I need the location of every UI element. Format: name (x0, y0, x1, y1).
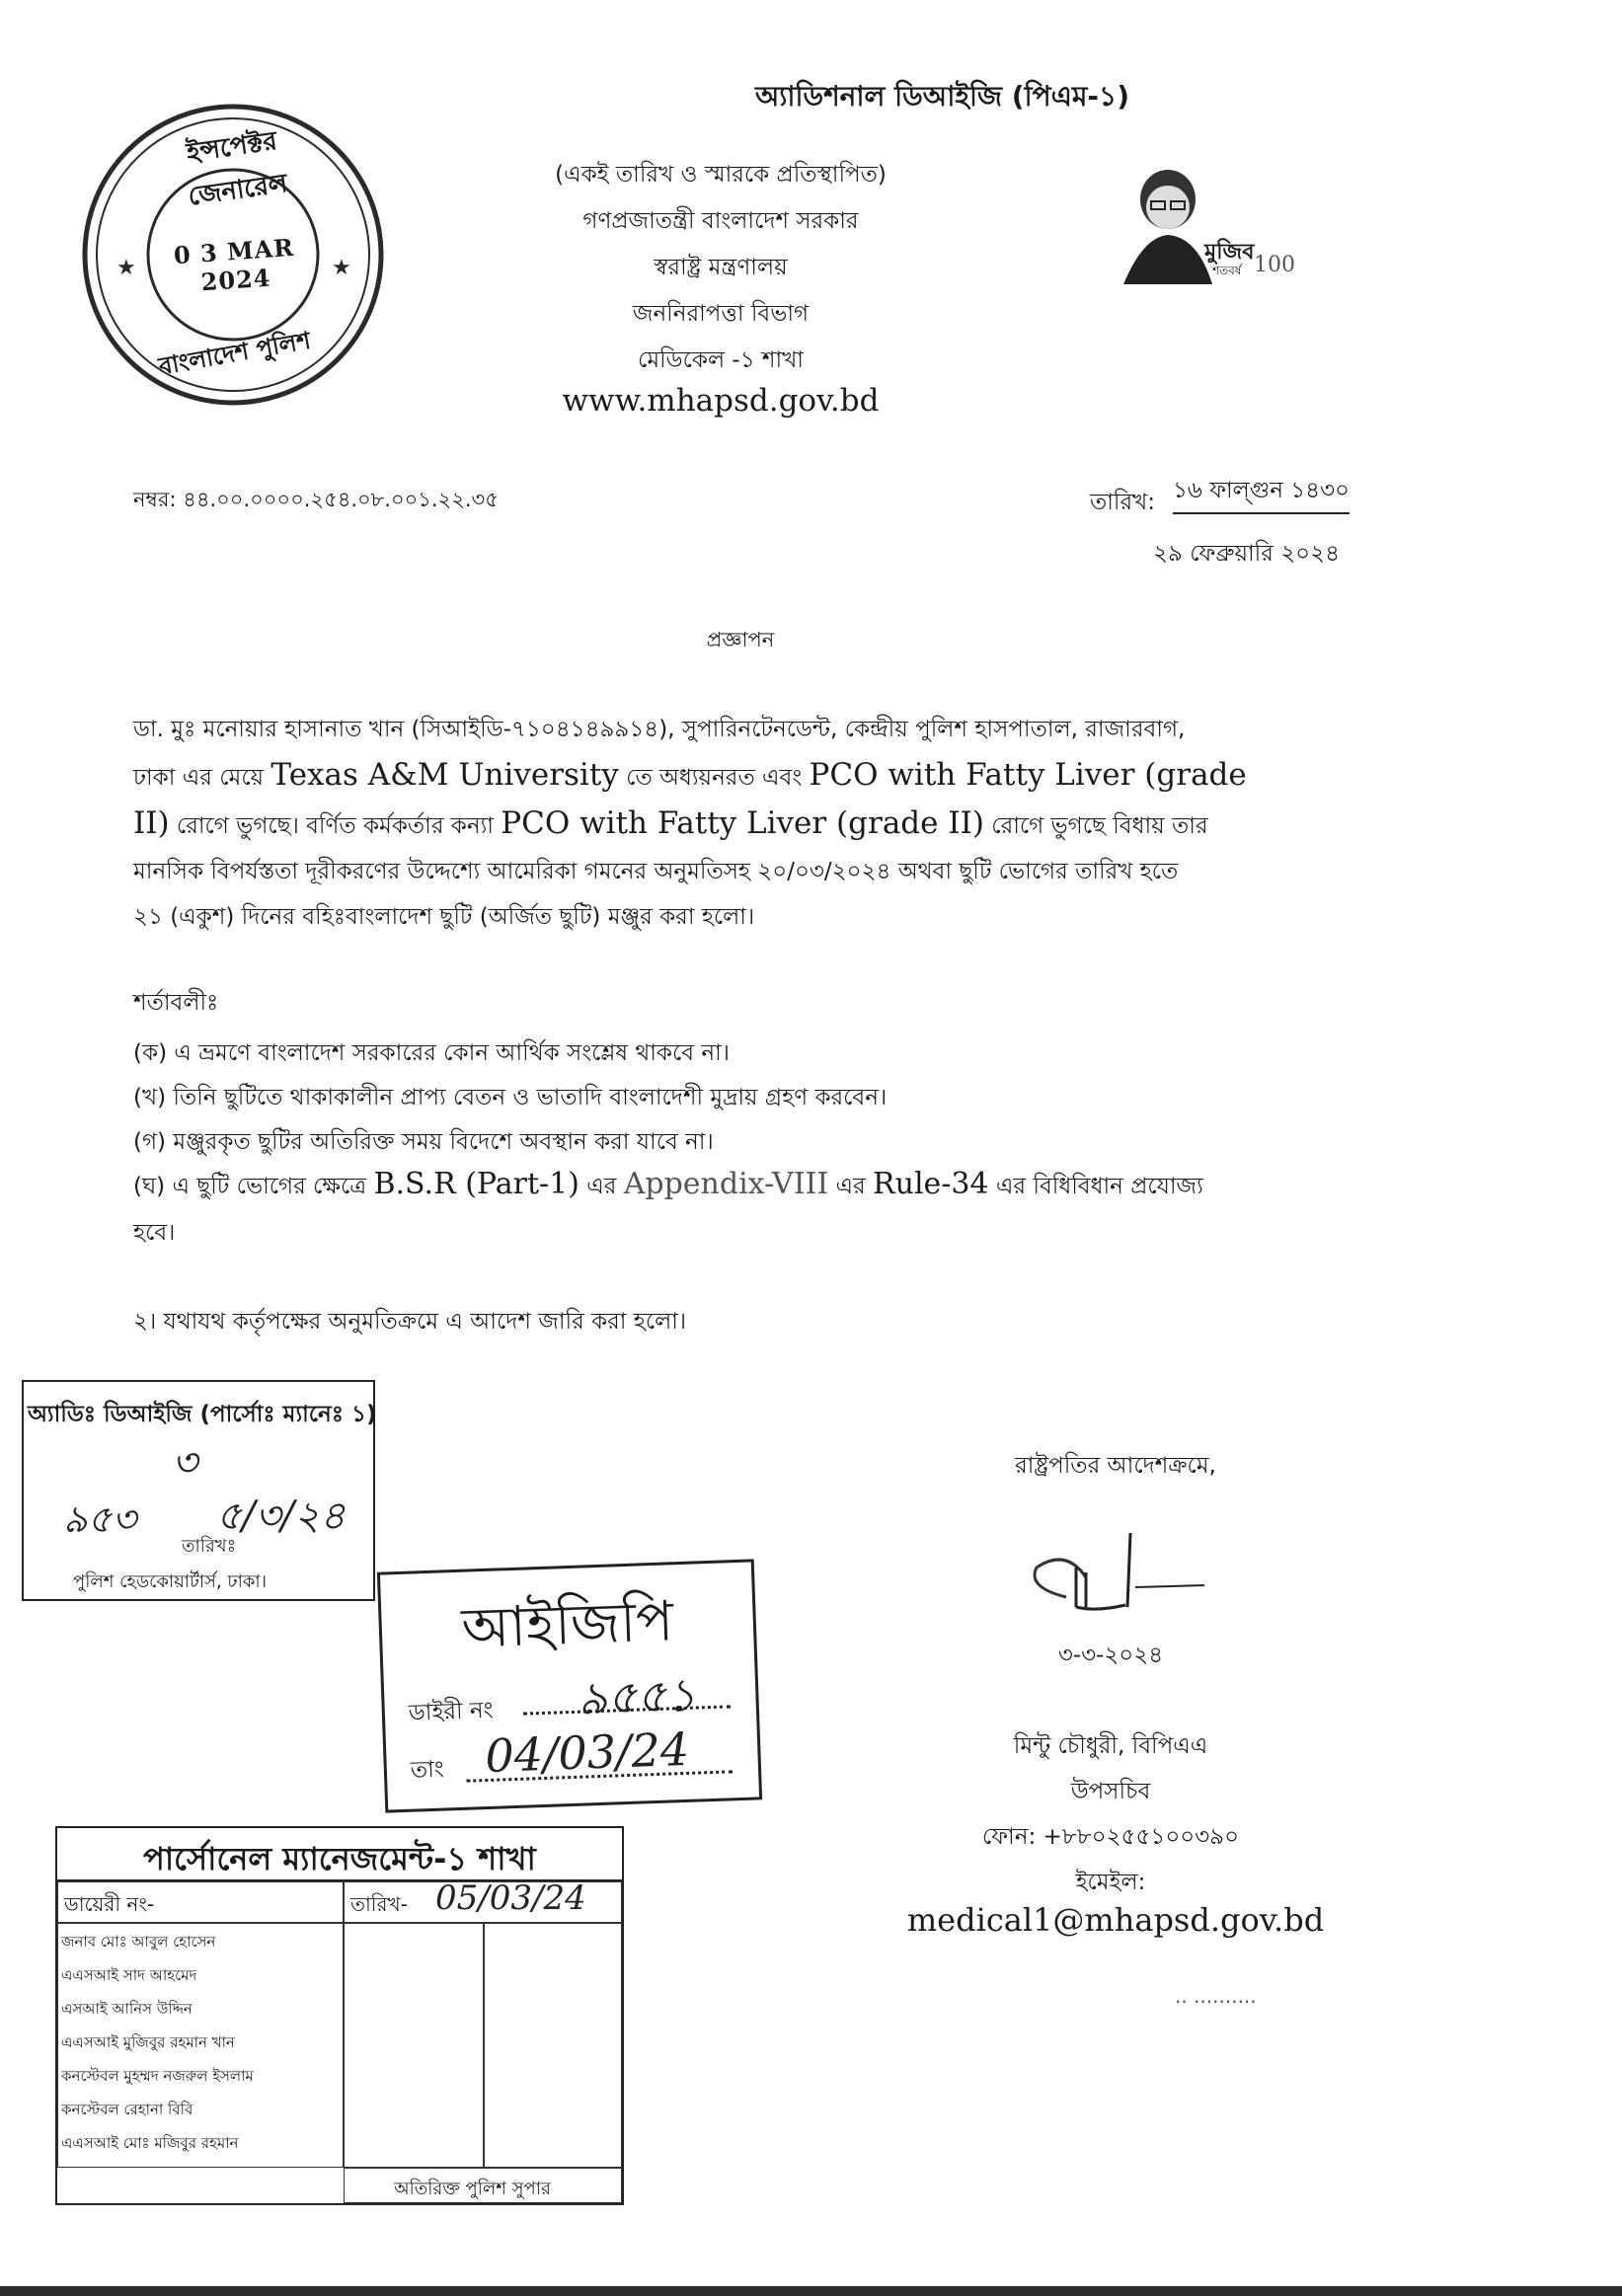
body-text: তে অধ্যয়নরত এবং (618, 765, 810, 791)
svg-text:★: ★ (116, 256, 136, 280)
personnel-mgmt-stamp (55, 1826, 624, 2205)
officer-row: এএসআই মোঃ মজিবুর রহমান (61, 2134, 239, 2152)
diary-cell (57, 1881, 344, 1923)
addl-dig-stamp (22, 1380, 375, 1601)
conditions-heading: শর্তাবলীঃ (133, 990, 219, 1016)
body-line (133, 801, 1348, 849)
stamp-date-handwritten: ৫/৩/২৪ (216, 1493, 346, 1539)
body-line: ডা. মুঃ মনোয়ার হাসানাত খান (সিআইডি-৭১০৪১৪৯৯১৪), সুপারিনটেনডেন্ট, কেন্দ্রীয় পুলিশ হাসপাতাল, রাজারবাগ, (133, 717, 1186, 742)
date-cell (344, 1878, 622, 1923)
pm-date-handwritten: 05/03/24 (435, 1878, 586, 1918)
officer-row: কনস্টেবল রেহানা বিবি (61, 2101, 193, 2118)
stamp-footer: অতিরিক্ত পুলিশ সুপার (394, 2179, 551, 2199)
date-bangla: ১৬ ফাল্গুন ১৪৩০ (1173, 472, 1350, 514)
stamp-title: পার্সোনেল ম্যানেজমেন্ট-১ শাখা (143, 1840, 536, 1877)
logo-sub: শতবর্ষ (1212, 264, 1242, 277)
stamp-mark: ৩ (172, 1440, 198, 1486)
stamp-title: অ্যাডিঃ ডিআইজি (পার্সোঃ ম্যানেঃ ১) (28, 1402, 377, 1427)
signatory-phone: ফোন: +৮৮০২৫৫১০০৩৯০ (981, 1824, 1240, 1850)
mujib-100-logo (1114, 158, 1295, 286)
signature-date: ৩-৩-২০২৪ (1057, 1643, 1164, 1668)
email-label: ইমেইল: (1075, 1870, 1146, 1895)
footer-fragment: .. .......... (1175, 1984, 1257, 2008)
officer-row: এসআই আনিস উদ্দিন (61, 2000, 193, 2018)
body-text: ঢাকা এর মেয়ে (133, 765, 271, 791)
officer-row: এএসআই সাদ আহমেদ (61, 1966, 197, 1984)
seal-date: 0 3 MAR 2024 (173, 232, 295, 297)
date-gregorian: ২৯ ফেব্রুয়ারি ২০২৪ (1153, 541, 1340, 567)
condition-text: এর (579, 1174, 624, 1199)
date-label: তারিখ- (350, 1892, 408, 1916)
officer-row: জনাব মোঃ আবুল হোসেন (61, 1933, 216, 1951)
officer-row: এএসআই মুজিবুর রহমান খান (61, 2033, 235, 2051)
diary-number: ৯৫৫১ (577, 1667, 697, 1725)
stamp-footer: পুলিশ হেডকোয়ার্টার্স, ঢাকা। (73, 1571, 268, 1592)
order-line: ২। যথাযথ কর্তৃপক্ষের অনুমতিক্রমে এ আদেশ জারি করা হলো। (133, 1309, 687, 1335)
diary-label: ডায়েরী নং- (64, 1892, 155, 1916)
replaced-note: (একই তারিখ ও স্মারকে প্রতিস্থাপিত) (555, 162, 887, 188)
stamp-title: আইজিপি (460, 1589, 675, 1661)
logo-number: 100 (1254, 253, 1295, 277)
notification-title: প্রজ্ঞাপন (706, 628, 775, 651)
ministry-name: স্বরাষ্ট্র মন্ত্রণালয় (654, 255, 788, 280)
rule-ref: B.S.R (Part-1) (373, 1167, 579, 1201)
by-order-of-president: রাষ্ট্রপতির আদেশক্রমে, (1015, 1453, 1216, 1479)
memo-number: নম্বর: ৪৪.০০.০০০০.২৫৪.০৮.০০১.২২.৩৫ (133, 488, 499, 511)
stamp-date-label: তারিখঃ (182, 1536, 237, 1557)
seal-bottom-text: বাংলাদেশ পুলিশ (156, 326, 313, 381)
officer-row: কনস্টেবল মুহম্মদ নজরুল ইসলাম (61, 2067, 254, 2085)
signatory-designation: উপসচিব (1070, 1779, 1151, 1804)
rule-ref: Appendix-VIII (623, 1167, 829, 1201)
government-name: গণপ্রজাতন্ত্রী বাংলাদেশ সরকার (582, 208, 859, 234)
signature-icon (1007, 1528, 1224, 1637)
igp-date-handwritten: 04/03/24 (484, 1722, 690, 1784)
rule-ref: Rule-34 (873, 1167, 989, 1201)
body-text: রোগে ভুগছে বিধায় তার (983, 813, 1208, 839)
stamp-footer-cell (344, 2168, 622, 2203)
date-label: তারিখ: (1090, 490, 1156, 515)
website-link[interactable]: www.mhapsd.gov.bd (562, 383, 880, 419)
body-paragraph (133, 707, 1348, 940)
body-text: রোগে ভুগছে। বর্ণিত কর্মকর্তার কন্যা (169, 813, 502, 839)
condition-text: এর বিধিবিধান প্রযোজ্য (988, 1174, 1203, 1199)
condition-k: (ক) এ ভ্রমণে বাংলাদেশ সরকারের কোন আর্থিক সংশ্লেষ থাকবে না। (133, 1040, 730, 1066)
university-name: Texas A&M University (270, 757, 619, 793)
body-line: ২১ (একুশ) দিনের বহিঃবাংলাদেশ ছুটি (অর্জিত ছুটি) মঞ্জুর করা হলো। (133, 904, 755, 930)
condition-text: এর (828, 1174, 874, 1199)
condition-gh (133, 1167, 1203, 1206)
stamp-number: ৯৫৩ (63, 1497, 137, 1541)
condition-gh-end: হবে। (133, 1220, 176, 1246)
body-line (133, 752, 1348, 801)
branch-name: মেডিকেল -১ শাখা (638, 347, 804, 373)
disease-grade: II) (133, 805, 170, 841)
diary-label: ডাইরী নং (408, 1697, 495, 1726)
date-label: তাং (410, 1756, 445, 1784)
igp-stamp (377, 1559, 762, 1812)
blank-column (484, 1923, 622, 2168)
condition-kh: (খ) তিনি ছুটিতে থাকাকালীন প্রাপ্য বেতন ও ভাতাদি বাংলাদেশী মুদ্রায় গ্রহণ করবেন। (133, 1085, 888, 1110)
office-top: অ্যাডিশনাল ডিআইজি (পিএম-১) (755, 80, 1130, 113)
scan-edge (0, 2286, 1622, 2296)
blank-column (344, 1923, 484, 2168)
signatory-name: মিন্টু চৌধুরী, বিপিএএ (1013, 1733, 1208, 1759)
body-line: মানসিক বিপর্যস্ততা দূরীকরণের উদ্দেশ্যে আমেরিকা গমনের অনুমতিসহ ২০/০৩/২০২৪ অথবা ছুটি ভোগের তারিখ হতে (133, 859, 1179, 884)
condition-text: (ঘ) এ ছুটি ভোগের ক্ষেত্রে (133, 1174, 374, 1199)
disease-name: PCO with Fatty Liver (grade II) (501, 805, 984, 841)
ig-seal (77, 99, 389, 411)
signatory-email[interactable]: medical1@mhapsd.gov.bd (906, 1901, 1325, 1939)
seal-top-text: ইন্সপেক্টর জেনারেল (185, 125, 290, 212)
disease-name: PCO with Fatty Liver (grade (809, 757, 1247, 793)
svg-text:★: ★ (332, 256, 351, 280)
division-name: জননিরাপত্তা বিভাগ (632, 301, 810, 327)
condition-g: (গ) মঞ্জুরকৃত ছুটির অতিরিক্ত সময় বিদেশে অবস্থান করা যাবে না। (133, 1129, 714, 1155)
logo-text: মুজিব (1204, 240, 1255, 265)
